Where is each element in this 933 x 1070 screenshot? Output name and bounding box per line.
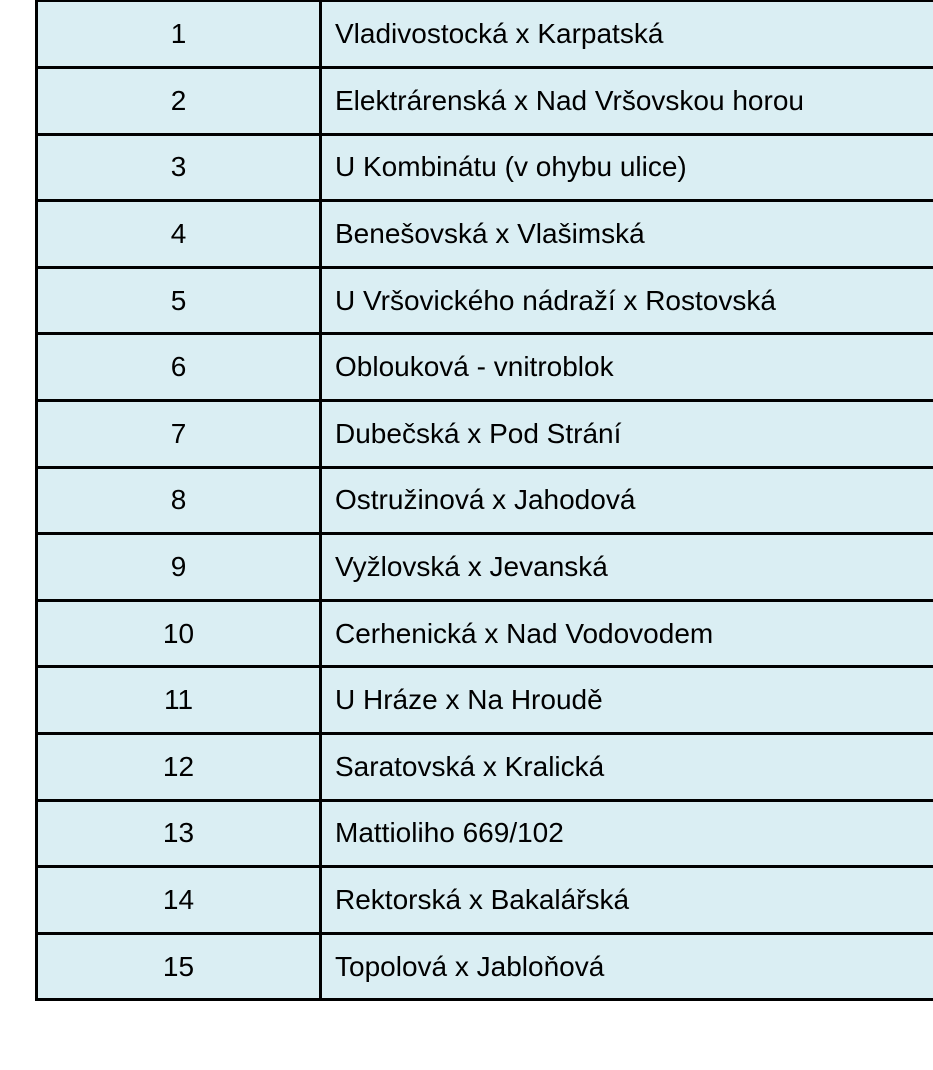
location-cell: U Hráze x Na Hroudě — [321, 667, 933, 734]
location-cell: Dubečská x Pod Strání — [321, 401, 933, 468]
table-row — [37, 534, 933, 601]
table-row — [37, 867, 933, 934]
table-row — [37, 68, 933, 135]
location-cell: Vyžlovská x Jevanská — [321, 534, 933, 601]
row-number-cell: 6 — [37, 334, 321, 401]
location-cell: Vladivostocká x Karpatská — [321, 1, 933, 68]
location-cell: Benešovská x Vlašimská — [321, 201, 933, 268]
table-row — [37, 600, 933, 667]
location-cell: Saratovská x Kralická — [321, 734, 933, 801]
table-row — [37, 800, 933, 867]
table-row — [37, 1, 933, 68]
row-number-cell: 8 — [37, 467, 321, 534]
table-row — [37, 933, 933, 1000]
row-number-cell: 13 — [37, 800, 321, 867]
row-number-cell: 3 — [37, 134, 321, 201]
row-number-cell: 9 — [37, 534, 321, 601]
location-cell: Oblouková - vnitroblok — [321, 334, 933, 401]
table-row — [37, 734, 933, 801]
table-row — [37, 667, 933, 734]
location-cell: Mattioliho 669/102 — [321, 800, 933, 867]
row-number-cell: 5 — [37, 267, 321, 334]
location-cell: Cerhenická x Nad Vodovodem — [321, 600, 933, 667]
table-row — [37, 401, 933, 468]
row-number-cell: 10 — [37, 600, 321, 667]
location-cell: Rektorská x Bakalářská — [321, 867, 933, 934]
row-number-cell: 1 — [37, 1, 321, 68]
row-number-cell: 14 — [37, 867, 321, 934]
row-number-cell: 4 — [37, 201, 321, 268]
row-number-cell: 15 — [37, 933, 321, 1000]
table-row — [37, 467, 933, 534]
table-row — [37, 201, 933, 268]
table-row — [37, 334, 933, 401]
location-cell: Topolová x Jabloňová — [321, 933, 933, 1000]
location-cell: Ostružinová x Jahodová — [321, 467, 933, 534]
row-number-cell: 7 — [37, 401, 321, 468]
location-cell: U Vršovického nádraží x Rostovská — [321, 267, 933, 334]
location-cell: Elektrárenská x Nad Vršovskou horou — [321, 68, 933, 135]
table-row — [37, 267, 933, 334]
location-cell: U Kombinátu (v ohybu ulice) — [321, 134, 933, 201]
row-number-cell: 11 — [37, 667, 321, 734]
row-number-cell: 12 — [37, 734, 321, 801]
row-number-cell: 2 — [37, 68, 321, 135]
locations-table — [35, 0, 933, 1001]
table-row — [37, 134, 933, 201]
